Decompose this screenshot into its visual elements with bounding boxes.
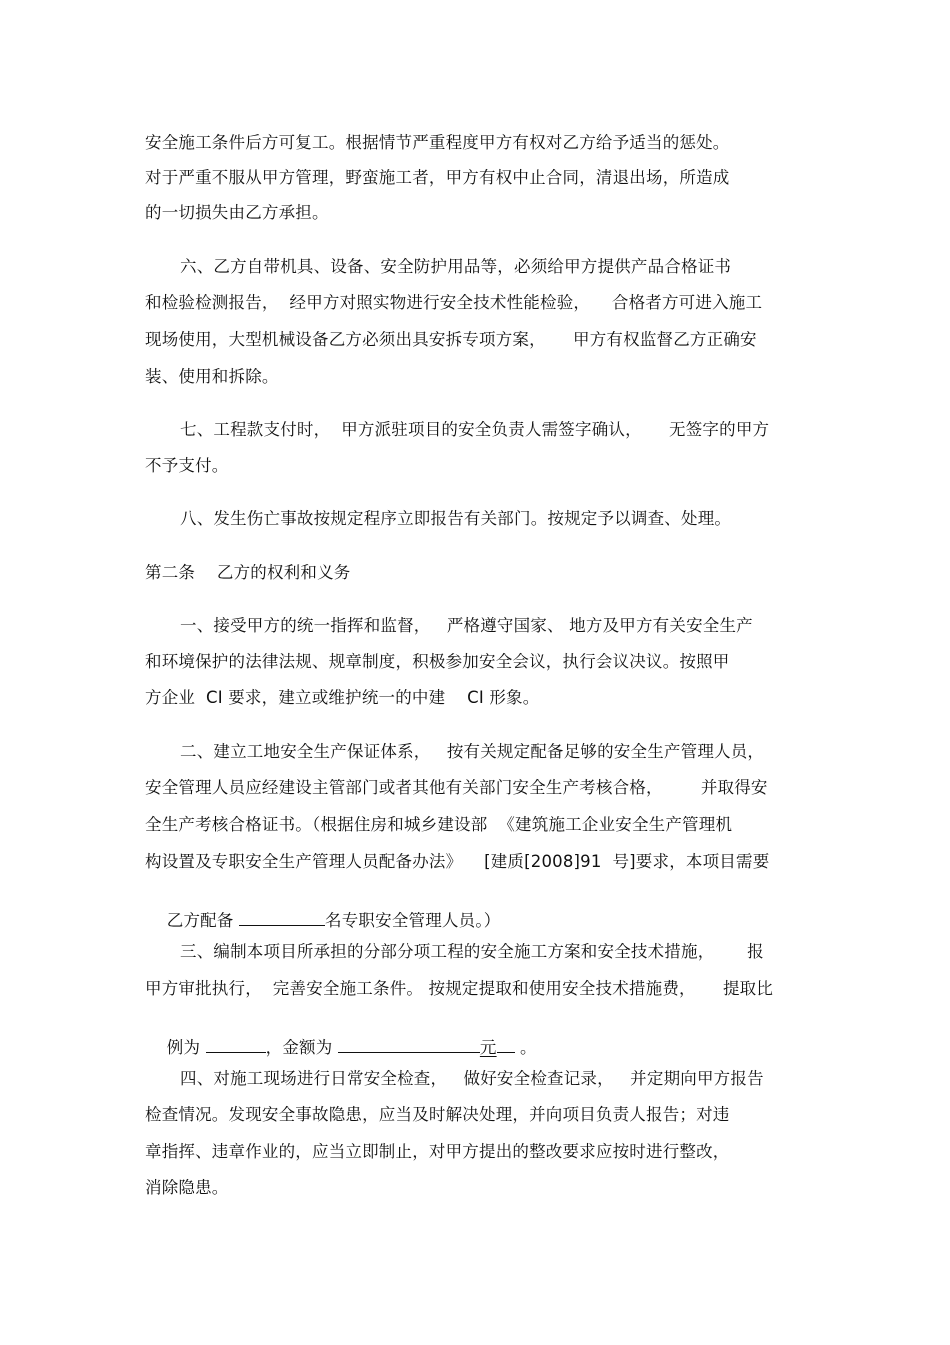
blank-field — [206, 1036, 266, 1053]
text-fragment: ，金额为 — [265, 1038, 338, 1057]
text-line: 装、使用和拆除。 — [145, 367, 279, 386]
text-line: 一、接受甲方的统一指挥和监督， 严格遵守国家、 地方及甲方有关安全生产 — [180, 616, 753, 635]
text-line: 消除隐患。 — [145, 1178, 229, 1197]
text-line: 二、建立工地安全生产保证体系， 按有关规定配备足够的安全生产管理人员， — [180, 742, 765, 761]
text-fragment: 。 — [514, 1038, 537, 1057]
text-line: 和检验检测报告， 经甲方对照实物进行安全技术性能检验， 合格者方可进入施工 — [145, 293, 763, 312]
text-line: 四、对施工现场进行日常安全检查， 做好安全检查记录， 并定期向甲方报告 — [180, 1069, 764, 1088]
blank-field — [497, 1036, 515, 1053]
text-line: 八、发生伤亡事故按规定程序立即报告有关部门。按规定予以调查、处理。 — [180, 509, 732, 528]
blank-field — [239, 909, 325, 926]
currency-unit: 元 — [479, 1038, 497, 1057]
text-line: 六、乙方自带机具、设备、安全防护用品等，必须给甲方提供产品合格证书 — [180, 257, 732, 276]
section-heading: 第二条 乙方的权利和义务 — [145, 563, 351, 582]
text-line: 现场使用，大型机械设备乙方必须出具安拆专项方案， 甲方有权监督乙方正确安 — [145, 330, 757, 349]
text-fragment: 乙方配备 — [166, 911, 240, 930]
text-line: 安全管理人员应经建设主管部门或者其他有关部门安全生产考核合格， 并取得安 — [145, 778, 768, 797]
text-fragment: 名专职安全管理人员。） — [325, 911, 501, 930]
text-fragment: 例为 — [166, 1038, 206, 1057]
text-line: 和环境保护的法律法规、规章制度，积极参加安全会议，执行会议决议。按照甲 — [145, 652, 730, 671]
text-line: 全生产考核合格证书。（根据住房和城乡建设部 《建筑施工企业安全生产管理机 — [145, 815, 733, 834]
text-line: 构设置及专职安全生产管理人员配备办法》 [建质[2008]91 号]要求，本项目需要 — [145, 852, 770, 871]
blank-field — [338, 1036, 480, 1053]
text-line: 方企业 CI 要求，建立或维护统一的中建 CI 形象。 — [145, 688, 540, 707]
text-line: 三、编制本项目所承担的分部分项工程的安全施工方案和安全技术措施， 报 — [180, 942, 764, 961]
text-line: 章指挥、违章作业的，应当立即制止，对甲方提出的整改要求应按时进行整改， — [145, 1142, 730, 1161]
text-line: 对于严重不服从甲方管理，野蛮施工者，甲方有权中止合同，清退出场，所造成 — [145, 168, 730, 187]
text-line: 不予支付。 — [145, 456, 229, 475]
text-line: 甲方审批执行， 完善安全施工条件。 按规定提取和使用安全技术措施费， 提取比 — [145, 979, 774, 998]
text-line: 安全施工条件后方可复工。根据情节严重程度甲方有权对乙方给予适当的惩处。 — [145, 133, 730, 152]
text-line: 检查情况。发现安全事故隐患，应当及时解决处理，并向项目负责人报告；对违 — [145, 1105, 730, 1124]
text-line: 的一切损失由乙方承担。 — [145, 203, 329, 222]
text-line: 七、工程款支付时， 甲方派驻项目的安全负责人需签字确认， 无签字的甲方 — [180, 420, 770, 439]
